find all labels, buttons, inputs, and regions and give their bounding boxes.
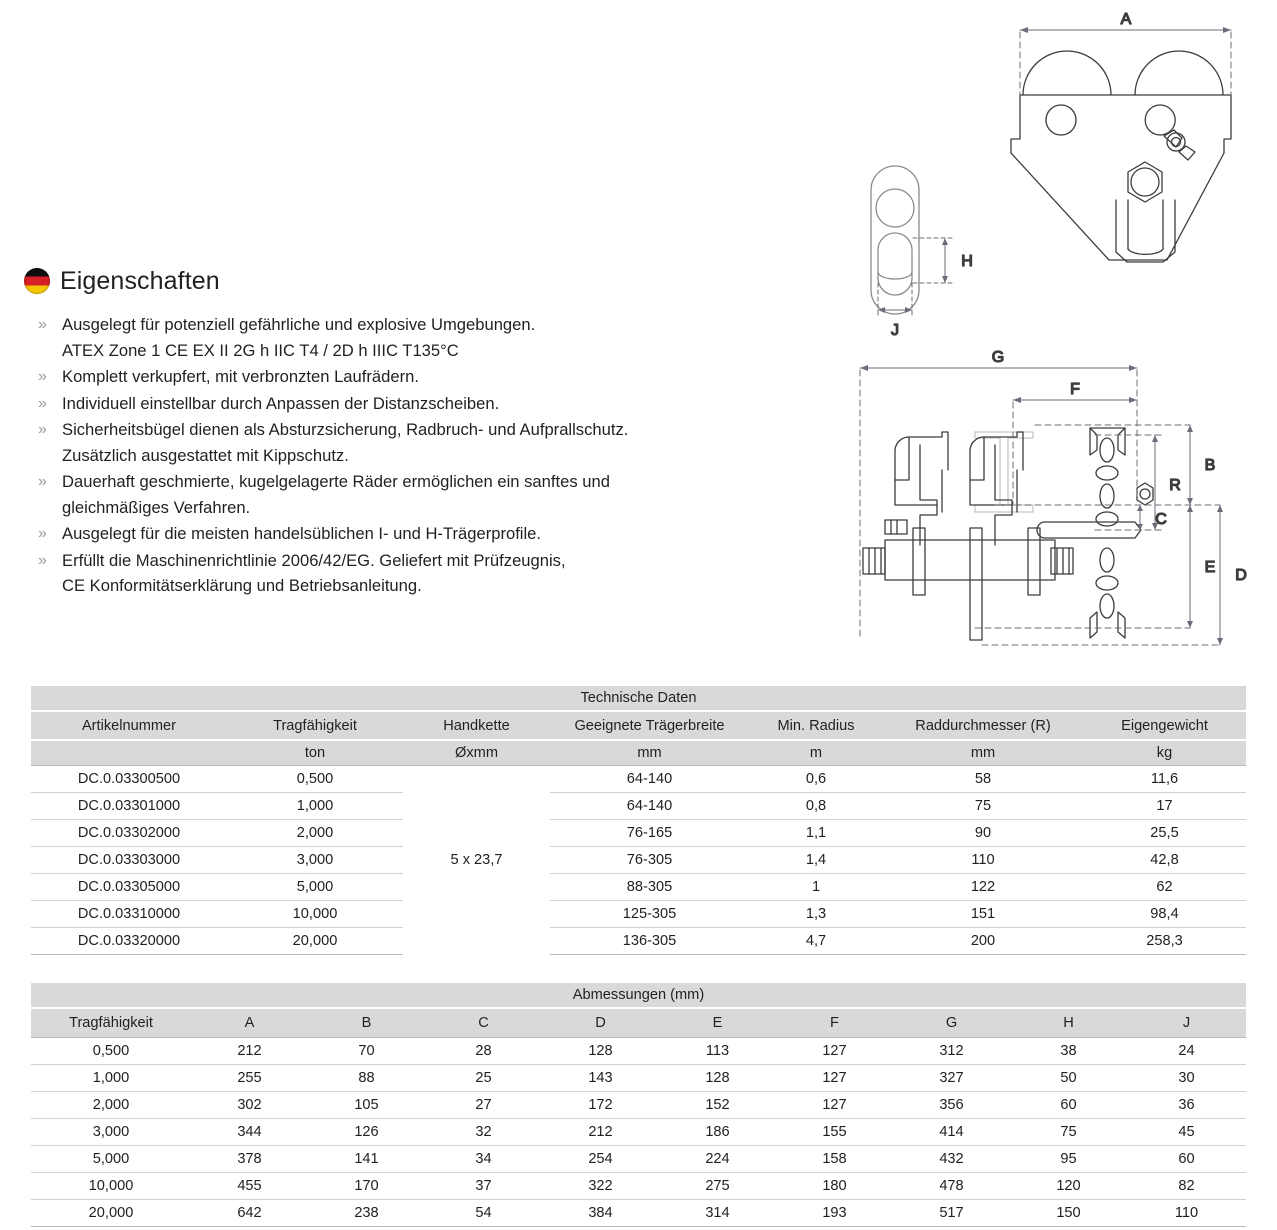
cell-F: 158 — [776, 1145, 893, 1172]
cell-eigengewicht: 17 — [1083, 792, 1246, 819]
dimension-label-F: F — [1070, 381, 1080, 398]
cell-artikelnummer: DC.0.03300500 — [31, 765, 227, 792]
feature-item — [24, 548, 754, 599]
bullet-icon: » — [38, 473, 47, 490]
cell-B: 88 — [308, 1064, 425, 1091]
cell-C: 37 — [425, 1172, 542, 1199]
technical-data-body — [31, 765, 1246, 954]
cell-J: 24 — [1127, 1037, 1246, 1064]
cell-raddurchmesser: 90 — [883, 819, 1083, 846]
cell-J: 30 — [1127, 1064, 1246, 1091]
cell-A: 302 — [191, 1091, 308, 1118]
dimension-D — [1217, 505, 1223, 645]
cell-tragfaehigkeit: 20,000 — [227, 927, 403, 954]
cell-handkette-merged: 5 x 23,7 — [403, 765, 550, 954]
technical-data-table — [31, 686, 1246, 955]
cell-F: 193 — [776, 1199, 893, 1226]
features-list — [24, 312, 754, 599]
unit-raddurchmesser: mm — [883, 740, 1083, 765]
bullet-icon: » — [38, 525, 47, 542]
cell-eigengewicht: 25,5 — [1083, 819, 1246, 846]
cell-C: 34 — [425, 1145, 542, 1172]
cell-A: 455 — [191, 1172, 308, 1199]
col-header-H: H — [1010, 1008, 1127, 1037]
cell-raddurchmesser: 58 — [883, 765, 1083, 792]
table-row — [31, 1118, 1246, 1145]
cell-traegerbreite: 136-305 — [550, 927, 749, 954]
dimension-label-R: R — [1169, 477, 1181, 494]
table-row — [31, 819, 1246, 846]
cell-F: 127 — [776, 1037, 893, 1064]
feature-item — [24, 391, 754, 417]
table-row — [31, 1037, 1246, 1064]
cell-eigengewicht: 11,6 — [1083, 765, 1246, 792]
cell-G: 356 — [893, 1091, 1010, 1118]
feature-text-line2: gleichmäßiges Verfahren. — [62, 497, 251, 517]
cell-eigengewicht: 62 — [1083, 873, 1246, 900]
cell-artikelnummer: DC.0.03302000 — [31, 819, 227, 846]
features-heading — [24, 268, 754, 294]
unit-artikelnummer — [31, 740, 227, 765]
cell-tragfaehigkeit: 3,000 — [227, 846, 403, 873]
dimension-B — [1187, 425, 1193, 505]
cell-traegerbreite: 76-305 — [550, 846, 749, 873]
bullet-icon: » — [38, 551, 47, 569]
cell-C: 32 — [425, 1118, 542, 1145]
cell-traegerbreite: 76-165 — [550, 819, 749, 846]
dimension-label-H: H — [961, 253, 973, 270]
dimension-E — [1187, 505, 1193, 628]
table-title: Abmessungen (mm) — [31, 983, 1246, 1008]
cell-traegerbreite: 125-305 — [550, 900, 749, 927]
col-header-traegerbreite: Geeignete Trägerbreite — [550, 711, 749, 740]
bullet-icon: » — [38, 368, 47, 385]
cell-tragfaehigkeit: 3,000 — [31, 1118, 191, 1145]
dimension-label-A: A — [1120, 11, 1132, 28]
cell-C: 27 — [425, 1091, 542, 1118]
feature-item — [24, 312, 754, 363]
cell-J: 82 — [1127, 1172, 1246, 1199]
cell-C: 25 — [425, 1064, 542, 1091]
table-row — [31, 873, 1246, 900]
cell-B: 141 — [308, 1145, 425, 1172]
cell-E: 128 — [659, 1064, 776, 1091]
cell-J: 60 — [1127, 1145, 1246, 1172]
table-row — [31, 765, 1246, 792]
cell-A: 255 — [191, 1064, 308, 1091]
cell-A: 344 — [191, 1118, 308, 1145]
cell-H: 60 — [1010, 1091, 1127, 1118]
table-row — [31, 1064, 1246, 1091]
cell-A: 642 — [191, 1199, 308, 1226]
cell-tragfaehigkeit: 5,000 — [227, 873, 403, 900]
cell-min-radius: 1,3 — [749, 900, 883, 927]
dimension-label-B: B — [1204, 457, 1216, 474]
cell-A: 212 — [191, 1037, 308, 1064]
bullet-icon: » — [38, 394, 47, 412]
cell-eigengewicht: 98,4 — [1083, 900, 1246, 927]
cell-D: 384 — [542, 1199, 659, 1226]
cell-raddurchmesser: 122 — [883, 873, 1083, 900]
cell-artikelnummer: DC.0.03320000 — [31, 927, 227, 954]
table-row — [31, 900, 1246, 927]
dimension-A — [1020, 27, 1231, 95]
cell-F: 155 — [776, 1118, 893, 1145]
col-header-E: E — [659, 1008, 776, 1037]
dimension-G — [860, 365, 1137, 640]
cell-B: 238 — [308, 1199, 425, 1226]
cell-D: 128 — [542, 1037, 659, 1064]
col-header-C: C — [425, 1008, 542, 1037]
dimension-label-C: C — [1155, 511, 1167, 528]
front-view-drawing — [1011, 51, 1231, 262]
feature-item — [24, 521, 754, 547]
cell-tragfaehigkeit: 0,500 — [31, 1037, 191, 1064]
col-header-handkette: Handkette — [403, 711, 550, 740]
cell-tragfaehigkeit: 20,000 — [31, 1199, 191, 1226]
cell-C: 54 — [425, 1199, 542, 1226]
cell-D: 143 — [542, 1064, 659, 1091]
features-section — [24, 268, 754, 600]
feature-text-line2: CE Konformitätserklärung und Betriebsanleitung. — [62, 576, 422, 595]
cell-F: 180 — [776, 1172, 893, 1199]
cell-C: 28 — [425, 1037, 542, 1064]
col-header-eigengewicht: Eigengewicht — [1083, 711, 1246, 740]
table-row — [31, 1172, 1246, 1199]
unit-eigengewicht: kg — [1083, 740, 1246, 765]
feature-text: Ausgelegt für potenziell gefährliche und explosive Umgebungen. — [62, 315, 536, 334]
cell-traegerbreite: 64-140 — [550, 765, 749, 792]
table-unit-row — [31, 740, 1246, 765]
table-band-row — [31, 983, 1246, 1008]
cell-tragfaehigkeit: 0,500 — [227, 765, 403, 792]
table-title: Technische Daten — [31, 686, 1246, 711]
cell-min-radius: 1 — [749, 873, 883, 900]
cell-E: 186 — [659, 1118, 776, 1145]
german-flag-icon — [24, 268, 50, 294]
feature-text-line2: Zusätzlich ausgestattet mit Kippschutz. — [62, 445, 349, 465]
dimension-J — [878, 283, 912, 316]
feature-text: Erfüllt die Maschinenrichtlinie 2006/42/EG. Geliefert mit Prüfzeugnis, — [62, 550, 566, 570]
cell-artikelnummer: DC.0.03310000 — [31, 900, 227, 927]
feature-text: Ausgelegt für die meisten handelsüblichen I- und H-Trägerprofile. — [62, 524, 542, 543]
col-header-min-radius: Min. Radius — [749, 711, 883, 740]
table-header-row — [31, 711, 1246, 740]
unit-handkette: Øxmm — [403, 740, 550, 765]
technical-drawings — [845, 0, 1277, 665]
side-view-drawing — [863, 428, 1153, 640]
drawing-svg — [845, 0, 1277, 665]
cell-artikelnummer: DC.0.03305000 — [31, 873, 227, 900]
col-header-F: F — [776, 1008, 893, 1037]
table-row — [31, 792, 1246, 819]
table-row — [31, 846, 1246, 873]
col-header-tragfaehigkeit: Tragfähigkeit — [227, 711, 403, 740]
cell-B: 126 — [308, 1118, 425, 1145]
bullet-icon: » — [38, 316, 47, 333]
cell-J: 45 — [1127, 1118, 1246, 1145]
cell-eigengewicht: 42,8 — [1083, 846, 1246, 873]
cell-tragfaehigkeit: 2,000 — [227, 819, 403, 846]
feature-text: Sicherheitsbügel dienen als Absturzsicherung, Radbruch- und Aufprallschutz. — [62, 420, 629, 439]
cell-D: 322 — [542, 1172, 659, 1199]
cell-tragfaehigkeit: 1,000 — [227, 792, 403, 819]
col-header-G: G — [893, 1008, 1010, 1037]
cell-raddurchmesser: 151 — [883, 900, 1083, 927]
cell-F: 127 — [776, 1064, 893, 1091]
col-header-artikelnummer: Artikelnummer — [31, 711, 227, 740]
cell-H: 50 — [1010, 1064, 1127, 1091]
feature-item — [24, 469, 754, 520]
cell-H: 38 — [1010, 1037, 1127, 1064]
cell-E: 224 — [659, 1145, 776, 1172]
feature-text: Individuell einstellbar durch Anpassen der Distanzscheiben. — [62, 393, 500, 413]
cell-E: 113 — [659, 1037, 776, 1064]
cell-artikelnummer: DC.0.03303000 — [31, 846, 227, 873]
cell-min-radius: 0,8 — [749, 792, 883, 819]
cell-G: 327 — [893, 1064, 1010, 1091]
cell-H: 120 — [1010, 1172, 1127, 1199]
cell-B: 105 — [308, 1091, 425, 1118]
cell-eigengewicht: 258,3 — [1083, 927, 1246, 954]
table-row — [31, 1199, 1246, 1226]
cell-raddurchmesser: 75 — [883, 792, 1083, 819]
cell-tragfaehigkeit: 5,000 — [31, 1145, 191, 1172]
col-header-tragfaehigkeit: Tragfähigkeit — [31, 1008, 191, 1037]
cell-D: 254 — [542, 1145, 659, 1172]
cell-G: 414 — [893, 1118, 1010, 1145]
dimension-label-D: D — [1235, 567, 1247, 584]
cell-tragfaehigkeit: 10,000 — [227, 900, 403, 927]
cell-G: 517 — [893, 1199, 1010, 1226]
cell-tragfaehigkeit: 2,000 — [31, 1091, 191, 1118]
col-header-J: J — [1127, 1008, 1246, 1037]
unit-min-radius: m — [749, 740, 883, 765]
table-row — [31, 1145, 1246, 1172]
cell-J: 36 — [1127, 1091, 1246, 1118]
cell-E: 314 — [659, 1199, 776, 1226]
cell-tragfaehigkeit: 10,000 — [31, 1172, 191, 1199]
cell-G: 478 — [893, 1172, 1010, 1199]
col-header-A: A — [191, 1008, 308, 1037]
bullet-icon: » — [38, 421, 47, 438]
feature-text: Dauerhaft geschmierte, kugelgelagerte Räder ermöglichen ein sanftes und — [62, 472, 610, 491]
cell-H: 95 — [1010, 1145, 1127, 1172]
cell-D: 212 — [542, 1118, 659, 1145]
col-header-B: B — [308, 1008, 425, 1037]
feature-item — [24, 364, 754, 390]
cell-D: 172 — [542, 1091, 659, 1118]
table-band-row — [31, 686, 1246, 711]
unit-tragfaehigkeit: ton — [227, 740, 403, 765]
feature-text-line2: ATEX Zone 1 CE EX II 2G h IIC T4 / 2D h IIIC T135°C — [62, 340, 459, 360]
cell-H: 150 — [1010, 1199, 1127, 1226]
cell-min-radius: 1,1 — [749, 819, 883, 846]
cell-G: 312 — [893, 1037, 1010, 1064]
dimension-label-E: E — [1204, 559, 1216, 576]
cell-B: 170 — [308, 1172, 425, 1199]
table-row — [31, 1091, 1246, 1118]
cell-A: 378 — [191, 1145, 308, 1172]
cell-G: 432 — [893, 1145, 1010, 1172]
table-row — [31, 927, 1246, 954]
cell-E: 152 — [659, 1091, 776, 1118]
cell-min-radius: 4,7 — [749, 927, 883, 954]
cell-H: 75 — [1010, 1118, 1127, 1145]
dimensions-table-wrapper — [31, 983, 1246, 1227]
cell-artikelnummer: DC.0.03301000 — [31, 792, 227, 819]
cell-raddurchmesser: 110 — [883, 846, 1083, 873]
feature-item — [24, 417, 754, 468]
technical-data-table-wrapper — [31, 686, 1246, 955]
cell-min-radius: 0,6 — [749, 765, 883, 792]
dimension-label-G: G — [991, 349, 1005, 366]
dimensions-table-body — [31, 1037, 1246, 1226]
col-header-raddurchmesser: Raddurchmesser (R) — [883, 711, 1083, 740]
cell-traegerbreite: 88-305 — [550, 873, 749, 900]
cell-B: 70 — [308, 1037, 425, 1064]
cell-traegerbreite: 64-140 — [550, 792, 749, 819]
feature-text: Komplett verkupfert, mit verbronzten Laufrädern. — [62, 367, 419, 386]
table-header-row — [31, 1008, 1246, 1037]
unit-traegerbreite: mm — [550, 740, 749, 765]
cell-J: 110 — [1127, 1199, 1246, 1226]
col-header-D: D — [542, 1008, 659, 1037]
cell-min-radius: 1,4 — [749, 846, 883, 873]
cell-F: 127 — [776, 1091, 893, 1118]
dimension-label-J: J — [891, 322, 899, 339]
dimensions-table — [31, 983, 1246, 1227]
features-title: Eigenschaften — [60, 266, 220, 295]
cell-raddurchmesser: 200 — [883, 927, 1083, 954]
cell-E: 275 — [659, 1172, 776, 1199]
cell-tragfaehigkeit: 1,000 — [31, 1064, 191, 1091]
